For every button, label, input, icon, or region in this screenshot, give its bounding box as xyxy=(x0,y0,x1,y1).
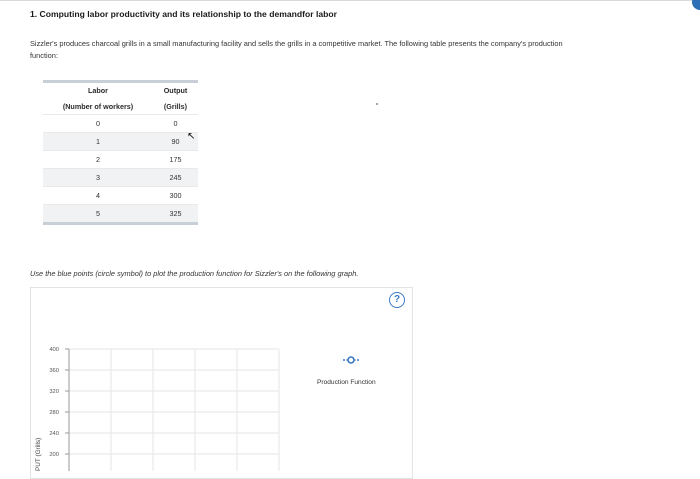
legend-label: Production Function xyxy=(317,379,376,386)
y-tick-label: 280 xyxy=(49,410,59,416)
blue-circle-marker-icon[interactable] xyxy=(343,357,359,363)
y-tick-label: 360 xyxy=(49,368,59,374)
col-header-output: Output xyxy=(163,86,188,95)
question-heading: 1. Computing labor productivity and its relationship to the demandfor labor xyxy=(30,9,338,19)
output-cell: 245 xyxy=(153,169,198,187)
output-cell: 90 xyxy=(153,133,198,151)
y-tick-label: 320 xyxy=(49,389,59,395)
labor-cell: 0 xyxy=(43,115,153,133)
plot-grid xyxy=(69,349,279,471)
labor-cell: 1 xyxy=(43,133,153,151)
y-tick-label: 240 xyxy=(49,431,59,437)
labor-cell: 3 xyxy=(43,169,153,187)
y-axis-label: PUT (Grills) xyxy=(35,437,42,471)
output-cell: 300 xyxy=(153,187,198,205)
y-tick-label: 400 xyxy=(49,347,59,353)
output-cell: 175 xyxy=(153,151,198,169)
y-tick-label: 200 xyxy=(49,452,59,458)
labor-cell: 2 xyxy=(43,151,153,169)
labor-cell: 5 xyxy=(43,205,153,223)
col-subheader-output: (Grills) xyxy=(163,101,188,111)
output-cell: 0 xyxy=(153,115,198,133)
question-intro: Sizzler's produces charcoal grills in a small manufacturing facility and sells the grills in a competitive market. The following table presents the company's production function: xyxy=(30,39,563,60)
col-subheader-labor: (Number of workers) xyxy=(62,101,134,111)
labor-cell: 4 xyxy=(43,187,153,205)
graph-instruction: Use the blue points (circle symbol) to plot the production function for Sizzler's on the following graph. xyxy=(30,269,359,278)
output-cell: 325 xyxy=(153,205,198,223)
question-circle-icon[interactable]: ? xyxy=(389,292,405,308)
col-header-labor: Labor xyxy=(88,86,108,95)
y-axis xyxy=(65,349,69,471)
mouse-cursor-icon: ↖ xyxy=(187,131,196,142)
